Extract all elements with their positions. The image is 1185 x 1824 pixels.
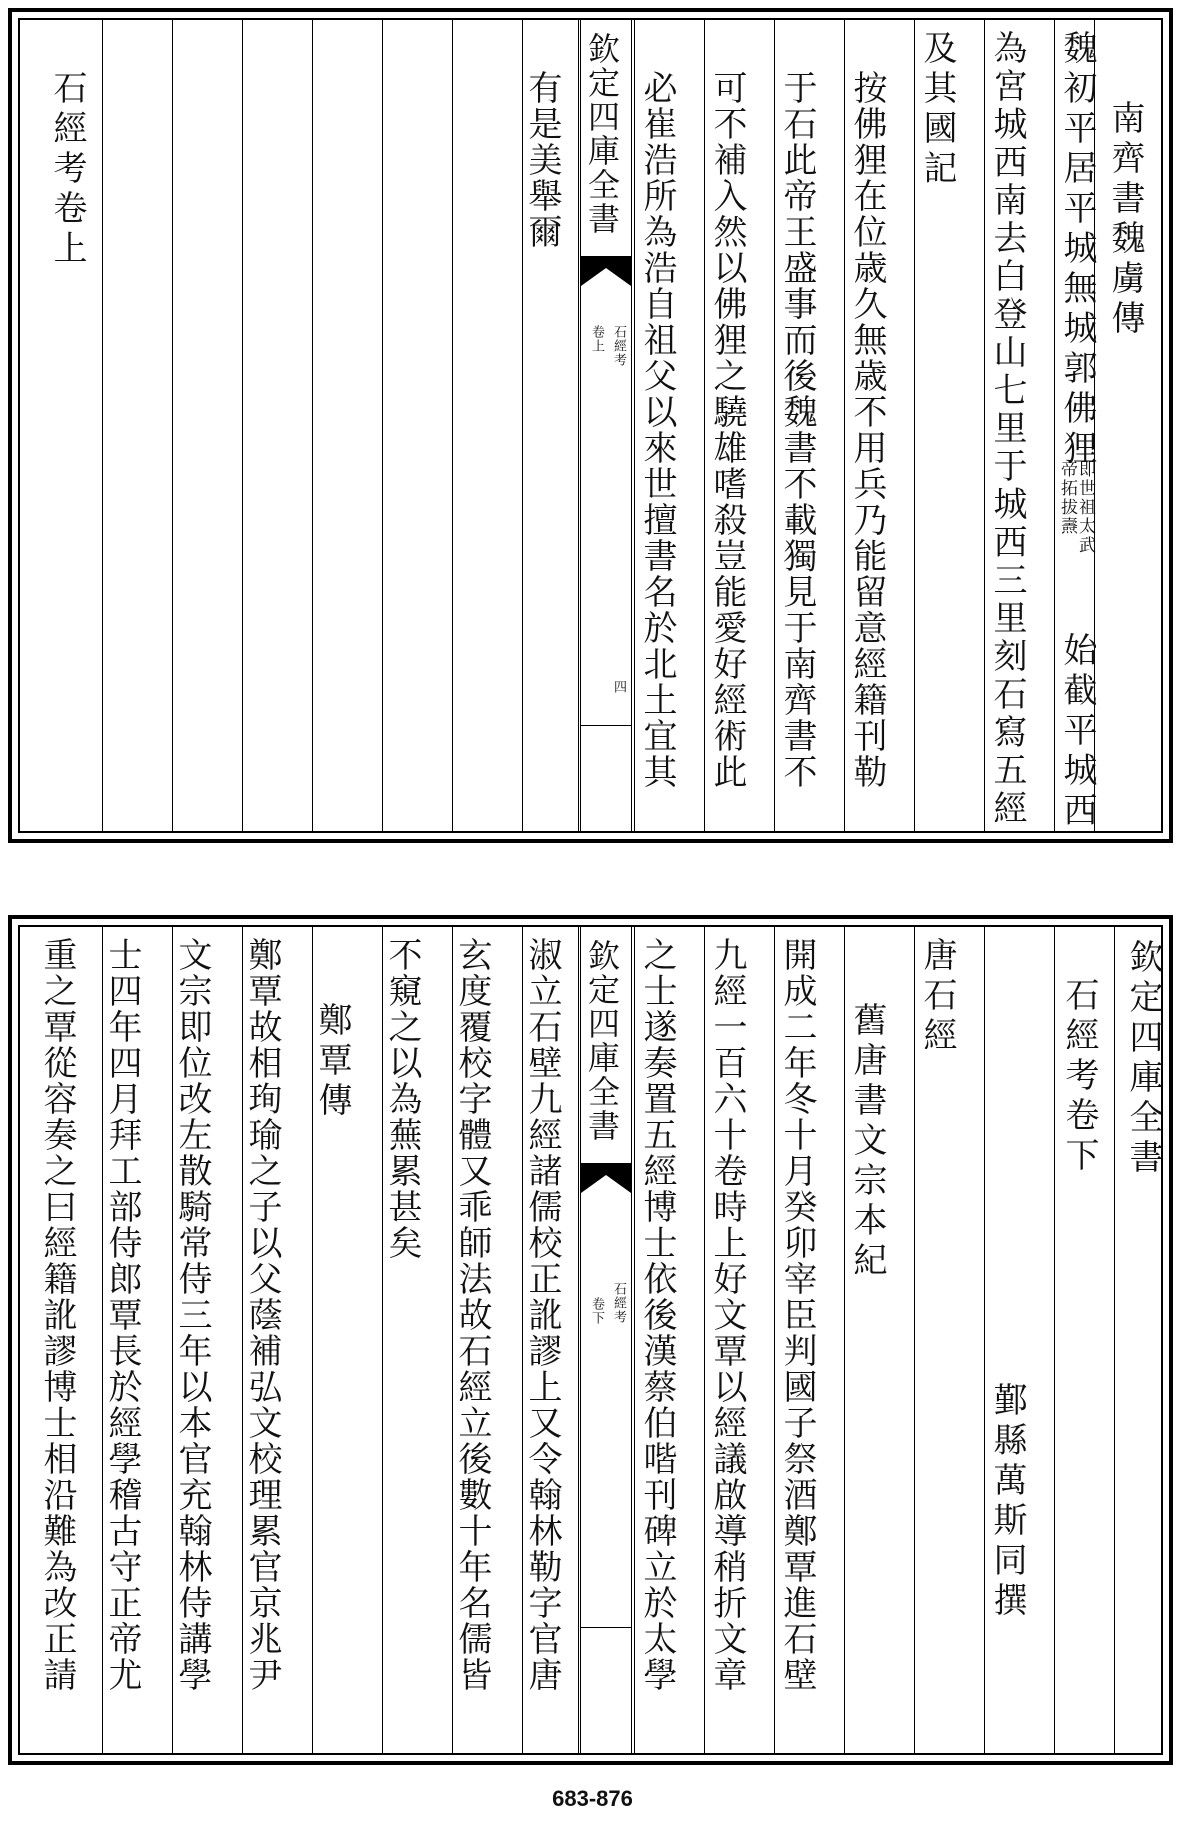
bottom-col-author: 鄞縣萬斯同撰 — [987, 1382, 1027, 1622]
top-col-2d: 始截平城西 — [1057, 632, 1097, 832]
top-col-2a: 魏初平居平城無城郭佛狸 — [1057, 30, 1097, 470]
fold-volume: 卷上 — [589, 325, 604, 353]
bottom-col-source: 舊唐書文宗本紀 — [847, 1002, 887, 1282]
top-col-10: 有是美舉爾 — [522, 70, 562, 250]
top-col-volume-end: 石經考卷上 — [47, 70, 87, 270]
bottom-col-volume: 石經考卷下 — [1059, 977, 1099, 1177]
bottom-page-frame — [18, 925, 1163, 1755]
page-number: 683-876 — [552, 1786, 633, 1811]
bottom-col-section: 唐石經 — [917, 937, 957, 1057]
fold-title: 欽定四庫全書 — [583, 32, 621, 236]
bottom-col-11: 不窺之以為蕪累甚矣 — [382, 937, 422, 1261]
top-col-7: 可不補入然以佛狸之驍雄嗜殺豈能愛好經術此 — [707, 70, 747, 790]
bottom-col-12: 鄭覃傳 — [312, 1002, 352, 1122]
fold-volume: 卷下 — [589, 1297, 604, 1325]
fold-folio: 四 — [611, 680, 626, 694]
top-col-8: 必崔浩所為浩自祖父以來世擅書名於北土宜其 — [637, 70, 677, 790]
top-col-4: 及其國記 — [917, 30, 957, 190]
bottom-col-9: 淑立石壁九經諸儒校正訛謬上又令翰林勒字官唐 — [522, 937, 562, 1693]
bottom-col-title: 欽定四庫全書 — [1123, 939, 1163, 1179]
fold-book: 石經考 — [611, 325, 626, 367]
fold-title: 欽定四庫全書 — [583, 939, 621, 1143]
bottom-col-10: 玄度覆校字體又乖師法故石經立後數十年名儒皆 — [452, 937, 492, 1693]
top-col-6: 于石此帝王盛事而後魏書不載獨見于南齊書不 — [777, 70, 817, 790]
bottom-col-13: 鄭覃故相珣瑜之子以父蔭補弘文校理累官京兆尹 — [242, 937, 282, 1693]
top-col-5: 按佛狸在位歳久無歳不用兵乃能留意經籍刊勒 — [847, 70, 887, 790]
top-col-2-note-left: 帝拓拔燾 — [1057, 460, 1077, 536]
bottom-col-14: 文宗即位改左散騎常侍三年以本官充翰林侍講學 — [172, 937, 212, 1693]
bottom-col-6: 九經一百六十卷時上好文覃以經議啟導稍折文章 — [707, 937, 747, 1693]
top-page — [8, 8, 1173, 843]
top-col-3: 為宮城西南去白登山七里于城西三里刻石寫五經 — [987, 30, 1027, 828]
fishtail-mark — [581, 1163, 631, 1203]
fishtail-mark — [581, 256, 631, 296]
bottom-page — [8, 915, 1173, 1765]
bottom-col-7: 之士遂奏置五經博士依後漢蔡伯喈刊碑立於太學 — [637, 937, 677, 1693]
top-col-2-note-right: 即世祖太武 — [1075, 460, 1095, 555]
bottom-col-16: 重之覃從容奏之曰經籍訛謬博士相沿難為改正請 — [37, 937, 77, 1693]
bottom-col-5: 開成二年冬十月癸卯宰臣判國子祭酒鄭覃進石壁 — [777, 937, 817, 1693]
fold-book: 石經考 — [611, 1282, 626, 1324]
bottom-col-15: 士四年四月拜工部侍郎覃長於經學稽古守正帝尤 — [102, 937, 142, 1693]
top-page-frame — [18, 18, 1163, 833]
top-col-heading: 南齊書魏虜傳 — [1105, 100, 1145, 340]
